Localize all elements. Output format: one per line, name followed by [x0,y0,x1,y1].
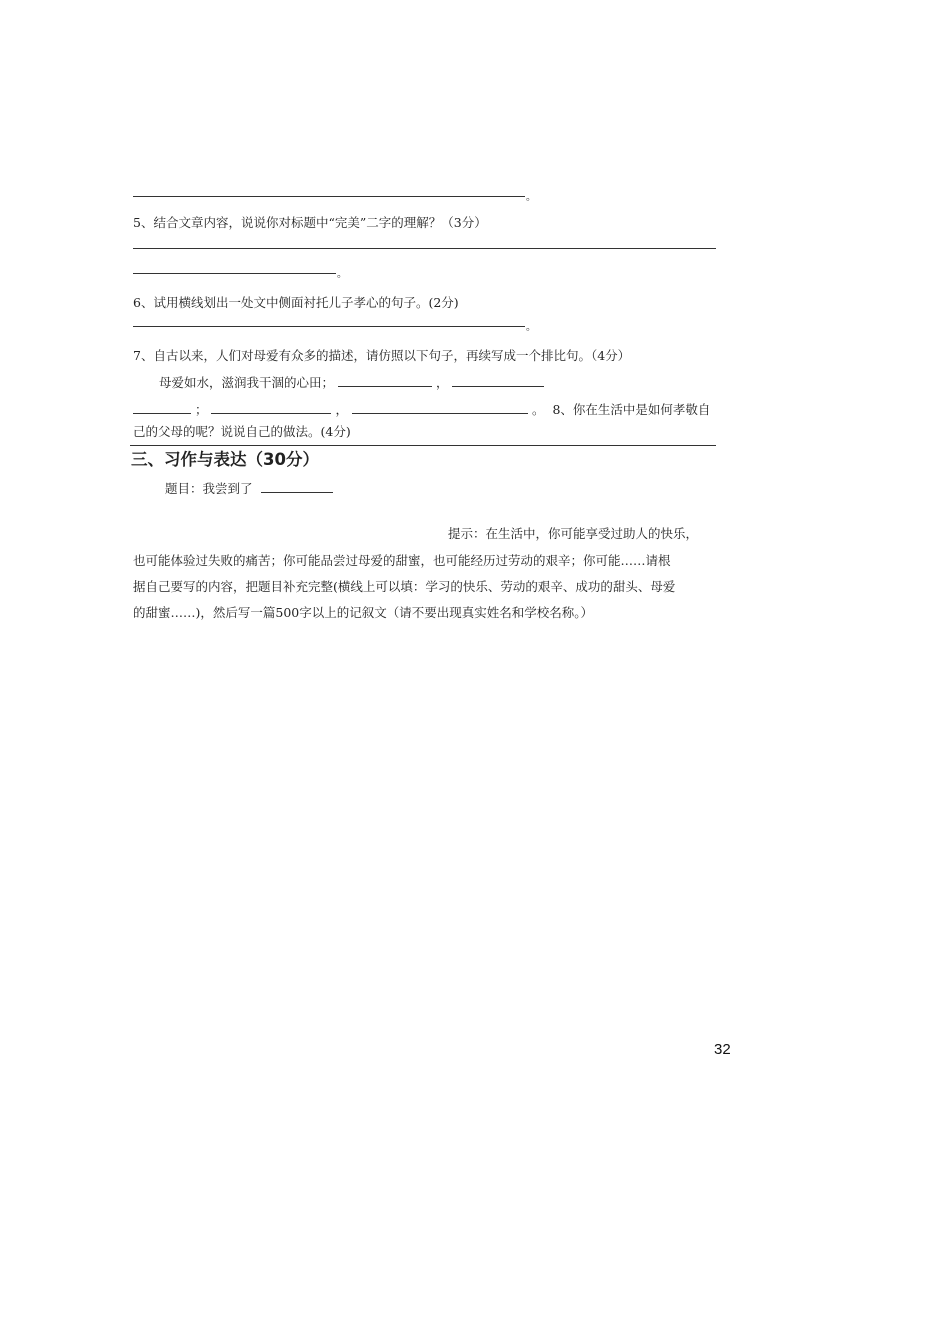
topic-blank[interactable] [261,479,333,493]
q7-semicolon: ； [194,402,208,417]
page-number: 32 [714,1041,731,1058]
q4-answer-line[interactable] [133,196,525,197]
q5-end-period: 。 [337,269,347,280]
q4-end-period: 。 [526,192,536,203]
section3-heading: 三、习作与表达（30分） [131,450,319,469]
q7-comma: ， [435,375,449,390]
q7-blank-3[interactable] [133,400,191,414]
hint-line-4: 的甜蜜……)，然后写一篇500字以上的记叙文（请不要出现真实姓名和学校名称。） [133,605,593,620]
q5-answer-line-2[interactable] [133,273,336,274]
q6-end-period: 。 [526,322,536,333]
q6-question: 6、试用横线划出一处文中侧面衬托儿子孝心的句子。(2分) [133,295,459,310]
q8-question-part2: 己的父母的呢？说说自己的做法。(4分) [133,424,351,439]
q5-answer-line-1[interactable] [133,248,716,249]
hint-line-2: 也可能体验过失败的痛苦；你可能品尝过母爱的甜蜜，也可能经历过劳动的艰辛；你可能……请根 [133,553,671,568]
q8-question-part1: 8、你在生活中是如何孝敬自 [552,402,711,417]
hint-line-3: 据自己要写的内容，把题目补充完整(横线上可以填：学习的快乐、劳动的艰辛、成功的甜头、母爱 [133,579,676,594]
q6-answer-line[interactable] [133,326,525,327]
q7-example-row [159,373,544,391]
q7-blank-4[interactable] [211,400,331,414]
q7-end-period: 。 [531,402,545,417]
topic-row [165,479,333,497]
q7-blank-1[interactable] [338,373,432,387]
q7-question: 7、自古以来，人们对母爱有众多的描述，请仿照以下句子，再续写成一个排比句。（4分） [133,348,631,363]
q7-blank-5[interactable] [352,400,528,414]
topic-label: 题目：我尝到了 [165,481,253,496]
hint-line-1: 提示：在生活中，你可能享受过助人的快乐， [448,526,699,541]
q5-question: 5、结合文章内容，说说你对标题中“完美”二字的理解？（3分） [133,215,487,230]
q8-answer-line[interactable] [130,445,716,446]
q7-q8-row [133,400,710,418]
q7-example: 母爱如水，滋润我干涸的心田； [159,375,335,390]
q7-comma-2: ， [335,402,348,417]
q7-blank-2[interactable] [452,373,544,387]
